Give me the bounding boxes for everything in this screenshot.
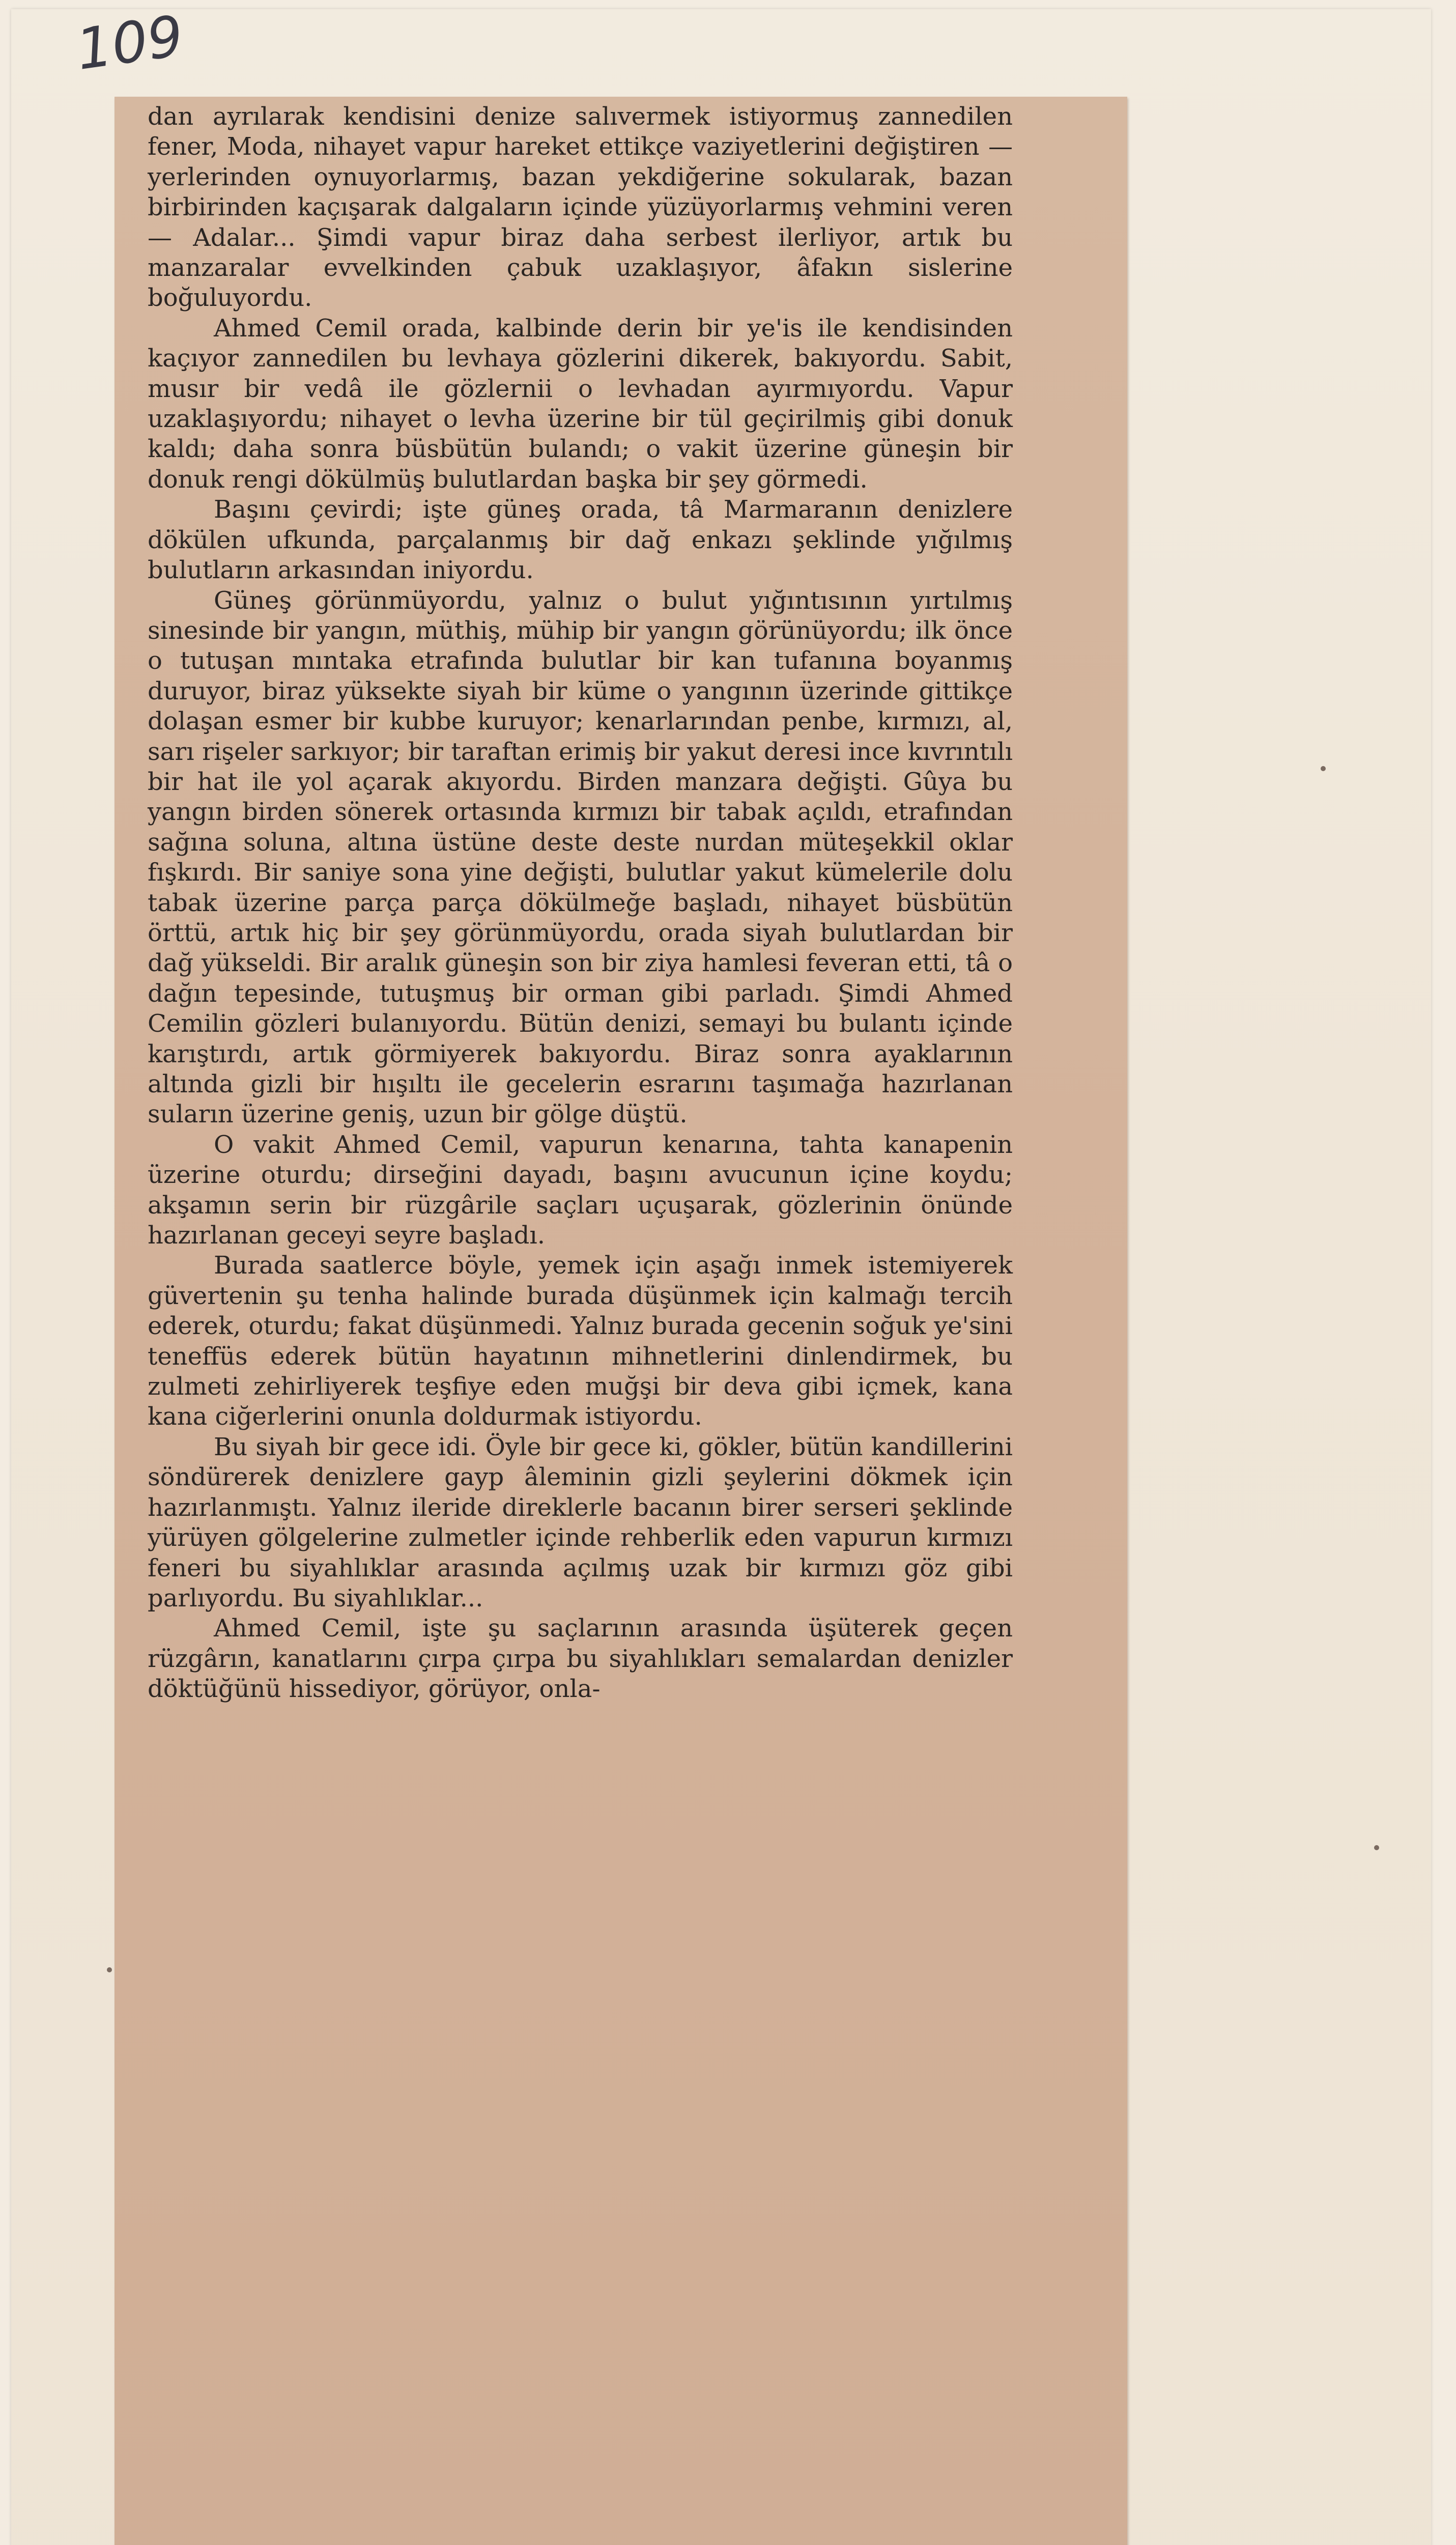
text-column	[148, 102, 1013, 1705]
paragraph-5: O vakit Ahmed Cemil, vapurun kenarına, tahta kanapenin üzerine oturdu; dirseğini dayadı, başını avucunun içine koydu; akşamın serin bir rüzgârile saçları uçuşarak, gözlerinin önünde hazırlanan geceyi seyre başladı.	[148, 1130, 1013, 1250]
paragraph-2: Ahmed Cemil orada, kalbinde derin bir ye'is ile kendisinden kaçıyor zannedilen bu levhaya gözlerini dikerek, bakıyordu. Sabit, musır bir vedâ ile gözlernii o levhadan ayırmıyordu. Vapur uzaklaşıyordu; nihayet o levha üzerine bir tül geçirilmiş gibi donuk kaldı; daha sonra büsbütün bulandı; o vakit üzerine güneşin bir donuk rengi dökülmüş bulutlardan başka bir şey görmedi.	[148, 314, 1013, 494]
paper-speck	[1321, 766, 1326, 771]
page-number: 109	[72, 3, 187, 82]
paper-speck	[107, 1967, 112, 1972]
paragraph-6: Burada saatlerce böyle, yemek için aşağı inmek istemiyerek güvertenin şu tenha halinde burada düşünmek için kalmağı tercih ederek, oturdu; fakat düşünmedi. Yalnız burada gecenin soğuk ye'sini teneffüs ederek bütün hayatının mihnetlerini dinlendirmek, bu zulmeti zehirliyerek teşfiye eden muğşi bir deva gibi içmek, kana kana ciğerlerini onunla doldurmak istiyordu.	[148, 1251, 1013, 1431]
paragraph-3: Başını çevirdi; işte güneş orada, tâ Marmaranın denizlere dökülen ufkunda, parçalanmış bir dağ enkazı şeklinde yığılmış bulutların arkasından iniyordu.	[148, 495, 1013, 585]
paragraph-4: Güneş görünmüyordu, yalnız o bulut yığıntısının yırtılmış sinesinde bir yangın, müthiş, mühip bir yangın görünüyordu; ilk önce o tutuşan mıntaka etrafında bulutlar bir kan tufanına boyanmış duruyor, biraz yüksekte siyah bir küme o yangının üzerinde gittikçe dolaşan esmer bir kubbe kuruyor; kenarlarından penbe, kırmızı, al, sarı rişeler sarkıyor; bir taraftan erimiş bir yakut deresi ince kıvrıntılı bir hat ile yol açarak akıyordu. Birden manzara değişti. Gûya bu yangın birden sönerek ortasında kırmızı bir tabak açıldı, etrafından sağına soluna, altına üstüne deste deste nurdan müteşekkil oklar fışkırdı. Bir saniye sona yine değişti, bulutlar yakut kümelerile dolu tabak üzerine parça parça dökülmeğe başladı, nihayet büsbütün örttü, artık hiç bir şey görünmüyordu, orada siyah bulutlardan bir dağ yükseldi. Bir aralık güneşin son bir ziya hamlesi feveran etti, tâ o dağın tepesinde, tutuşmuş bir orman gibi parladı. Şimdi Ahmed Cemilin gözleri bulanıyordu. Bütün denizi, semayi bu bulantı içinde karıştırdı, artık görmiyerek bakıyordu. Biraz sonra ayaklarının altında gizli bir hışıltı ile gecelerin esrarını taşımağa hazırlanan suların üzerine geniş, uzun bir gölge düştü.	[148, 586, 1013, 1129]
paragraph-7: Bu siyah bir gece idi. Öyle bir gece ki, gökler, bütün kandillerini söndürerek denizlere gayp âleminin gizli şeylerini dökmek için hazırlanmıştı. Yalnız ileride direklerle bacanın birer serseri şeklinde yürüyen gölgelerine zulmetler içinde rehberlik eden vapurun kırmızı feneri bu siyahlıklar arasında açılmış uzak bir kırmızı göz gibi parlıyordu. Bu siyahlıklar...	[148, 1432, 1013, 1613]
paragraph-1: dan ayrılarak kendisini denize salıvermek istiyormuş zannedilen fener, Moda, nihayet vapur hareket ettikçe vaziyetlerini değiştiren —yerlerinden oynuyorlarmış, bazan yekdiğerine sokularak, bazan birbirinden kaçışarak dalgaların içinde yüzüyorlarmış vehmini veren— Adalar... Şimdi vapur biraz daha serbest ilerliyor, artık bu manzaralar evvelkinden çabuk uzaklaşıyor, âfakın sislerine boğuluyordu.	[148, 102, 1013, 313]
paper-speck	[1374, 1845, 1379, 1850]
paragraph-8: Ahmed Cemil, işte şu saçlarının arasında üşüterek geçen rüzgârın, kanatlarını çırpa çırpa bu siyahlıkları semalardan denizler döktüğünü hissediyor, görüyor, onla-	[148, 1614, 1013, 1704]
